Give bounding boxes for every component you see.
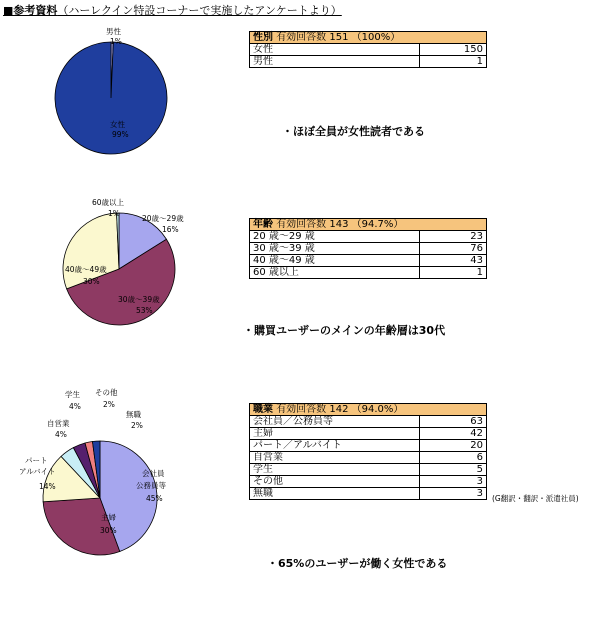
gender-label-male-name: 男性 [106,27,121,36]
row-label: 40 歳～49 歳 [250,255,420,267]
table-summary: 有効回答数 143 （94.7%） [276,219,404,230]
table-header-cell [250,32,487,44]
occ-label-office-pct: 45% [146,494,163,503]
row-label: 男性 [250,56,420,68]
gender-label-female-name: 女性 [110,120,125,129]
row-value: 1 [420,267,487,279]
age-conclusion: ・購買ユーザーのメインの年齢層は30代 [243,324,446,337]
table-row [250,452,487,464]
table-row [250,56,487,68]
occ-label-parttime-name-2: アルバイト [19,467,56,476]
row-value: 63 [420,416,487,428]
table-summary: 有効回答数 142 （94.0%） [276,404,404,415]
table-row [250,44,487,56]
occupation-other-note: (G翻訳・翻訳・派遣社員) [492,494,579,503]
gender-label-male-pct: 1% [110,37,122,46]
gender-pie-chart [50,22,180,157]
row-value: 3 [420,488,487,500]
row-label: 学生 [250,464,420,476]
occ-label-housewife-pct: 30% [100,526,117,535]
row-value: 43 [420,255,487,267]
gender-pie-slices [55,42,167,154]
header-title: ■参考資料 [3,4,58,17]
row-value: 42 [420,428,487,440]
age-label-30s-pct: 53% [136,306,153,315]
row-label: パート／アルバイト [250,440,420,452]
occ-label-student-pct: 4% [69,402,81,411]
occ-label-unemployed-pct: 2% [131,421,143,430]
occ-label-selfemployed-name: 自営業 [47,419,70,428]
gender-label-female-pct: 99% [112,130,129,139]
age-label-20s-name: 20歳～29歳 [142,214,184,223]
header-subtitle: （ハーレクイン特設コーナーで実施したアンケートより） [57,4,342,17]
occ-label-other-name: その他 [95,388,118,397]
table-row [250,255,487,267]
age-label-20s-pct: 16% [162,225,179,234]
age-label-60-pct: 1% [108,209,120,218]
row-value: 76 [420,243,487,255]
row-label: その他 [250,476,420,488]
page-header [3,2,342,18]
occupation-pie-slices [43,441,157,555]
row-value: 20 [420,440,487,452]
table-row [250,267,487,279]
row-value: 3 [420,476,487,488]
occ-label-parttime-pct: 14% [39,482,56,491]
row-label: 20 歳～29 歳 [250,231,420,243]
age-pie-chart [50,196,190,326]
table-row [250,243,487,255]
occ-label-housewife-name: 主婦 [101,513,116,522]
gender-conclusion: ・ほぼ全員が女性読者である [282,125,425,138]
row-label: 60 歳以上 [250,267,420,279]
table-category: 職業 [253,404,273,415]
table-header-row [250,219,487,231]
table-header-row [250,32,487,44]
row-value: 1 [420,56,487,68]
row-label: 会社員／公務員等 [250,416,420,428]
age-label-40s-pct: 30% [83,277,100,286]
occ-label-parttime-name-1: パート [25,456,48,465]
table-header-cell [250,404,487,416]
occ-label-office-name-2: 公務員等 [136,481,166,490]
table-header-row [250,404,487,416]
age-label-60-name: 60歳以上 [92,198,125,207]
row-label: 30 歳～39 歳 [250,243,420,255]
row-label: 主婦 [250,428,420,440]
occ-label-student-name: 学生 [65,390,80,399]
age-label-30s-name: 30歳～39歳 [118,295,160,304]
table-row [250,440,487,452]
row-value: 150 [420,44,487,56]
age-table [249,218,487,279]
table-row [250,428,487,440]
occupation-conclusion: ・65%のユーザーが働く女性である [267,557,448,570]
table-row [250,476,487,488]
row-label: 自営業 [250,452,420,464]
row-value: 5 [420,464,487,476]
age-label-40s-name: 40歳～49歳 [65,265,107,274]
occ-label-selfemployed-pct: 4% [55,430,67,439]
occupation-table [249,403,487,500]
table-header-cell [250,219,487,231]
table-row [250,488,487,500]
occupation-pie-chart [15,380,190,575]
occ-label-other-pct: 2% [103,400,115,409]
row-label: 女性 [250,44,420,56]
table-summary: 有効回答数 151 （100%） [276,32,401,43]
occ-label-unemployed-name: 無職 [126,410,141,419]
slice-male [55,42,167,154]
table-category: 性別 [253,32,273,43]
table-row [250,416,487,428]
table-category: 年齢 [253,219,273,230]
table-row [250,464,487,476]
row-value: 23 [420,231,487,243]
row-value: 6 [420,452,487,464]
table-row [250,231,487,243]
occ-label-office-name-1: 会社員 [142,469,165,478]
row-label: 無職 [250,488,420,500]
gender-table [249,31,487,68]
